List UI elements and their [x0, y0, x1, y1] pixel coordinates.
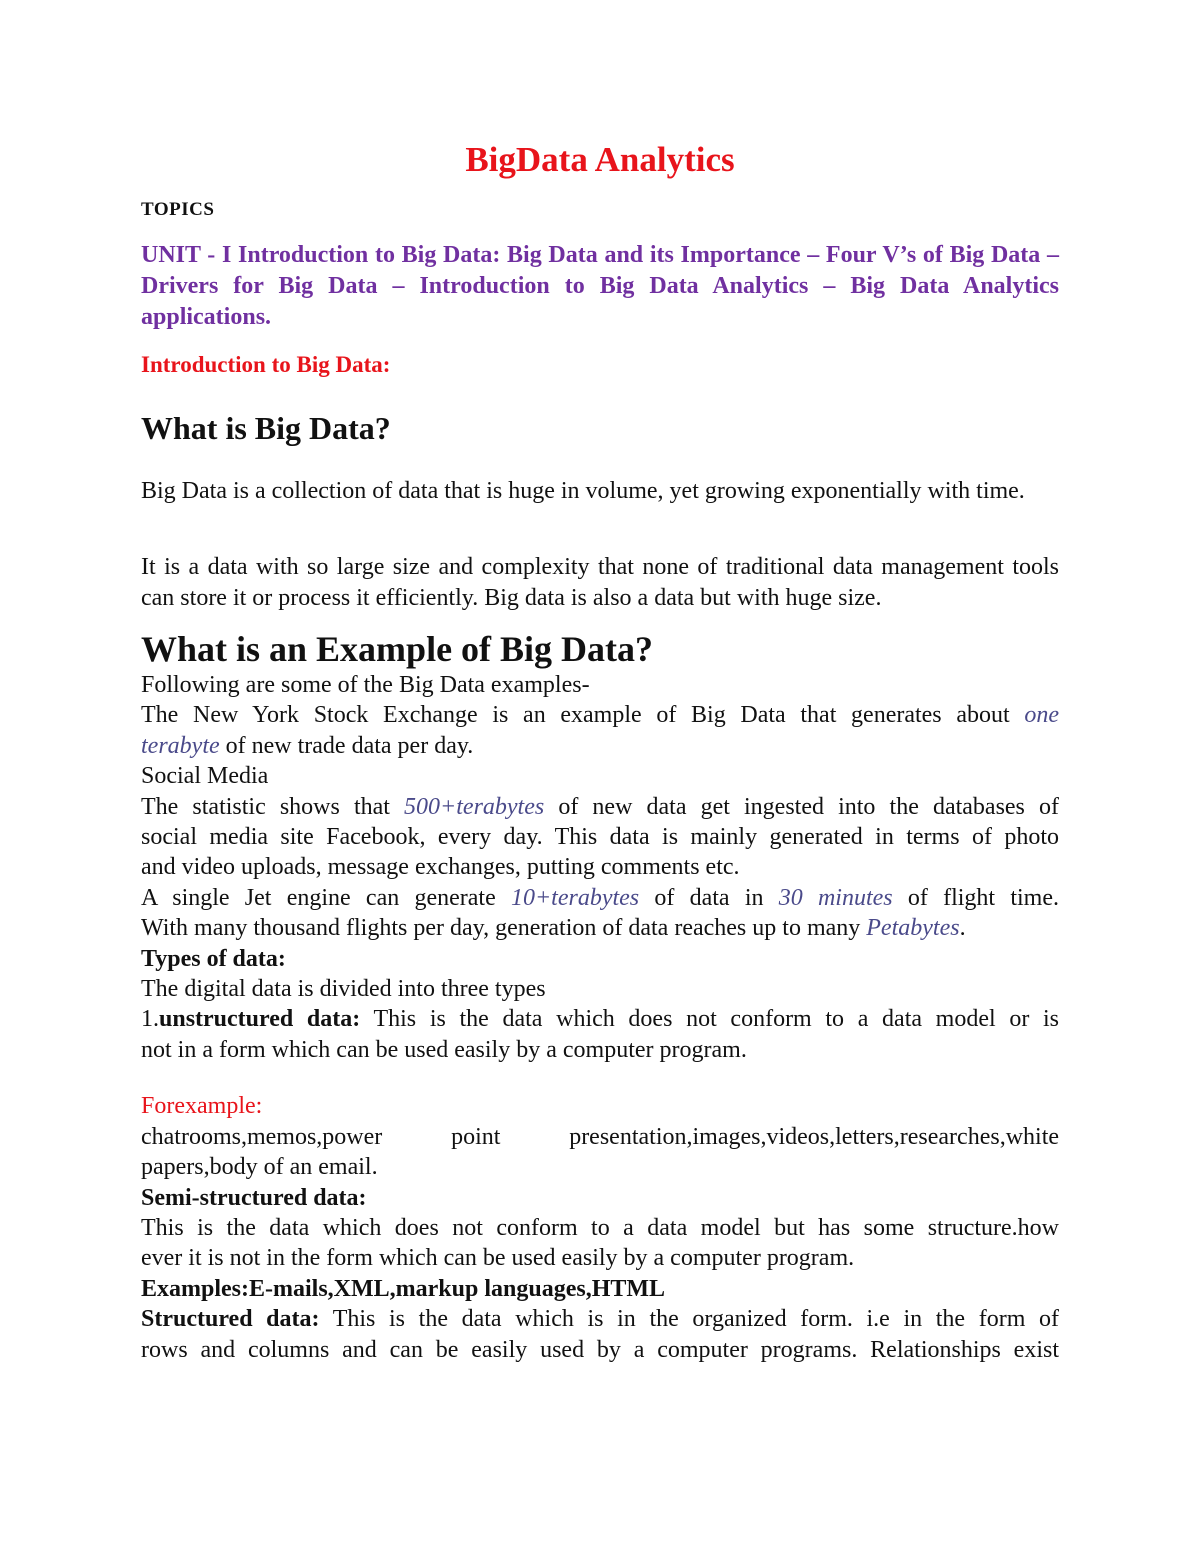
unstructured-number: 1. — [141, 1006, 159, 1033]
social-line-1 — [141, 792, 1059, 822]
semi-structured-examples: Examples:E-mails,XML,markup languages,HTML — [141, 1275, 666, 1302]
unstructured-label: unstructured data: — [159, 1006, 361, 1033]
semi-structured-line-1: This is the data which does not conform to a data model but has some structure.how — [141, 1214, 1059, 1241]
nyse-text: The New York Stock Exchange is an example of Big Data that generates about — [141, 702, 1025, 729]
jet-text-5: . — [959, 915, 966, 942]
complexity-paragraph: It is a data with so large size and complexity that none of traditional data management tools can store it or process it efficiently. Big data is also a data but with huge size. — [141, 554, 1059, 611]
jet-line-2 — [141, 913, 1059, 943]
topics-label: TOPICS — [141, 199, 215, 220]
structured-text: This is the data which is in the organized form. i.e in the form of — [319, 1306, 1059, 1333]
examples-intro: Following are some of the Big Data examples- — [141, 672, 590, 698]
semi-structured-line-2: ever it is not in the form which can be used easily by a computer program. — [141, 1245, 855, 1272]
unstructured-line-1 — [141, 1004, 1059, 1034]
jet-emphasis-2: 30 minutes — [778, 884, 893, 911]
types-heading: Types of data: — [141, 945, 286, 972]
definition-paragraph: Big Data is a collection of data that is huge in volume, yet growing exponentially with time. — [141, 478, 1025, 504]
jet-line-1 — [141, 883, 1059, 913]
forexample-label: Forexample: — [141, 1093, 263, 1120]
forexample-line-2: papers,body of an email. — [141, 1154, 378, 1181]
social-line-3: and video uploads, message exchanges, putting comments etc. — [141, 854, 740, 881]
types-intro: The digital data is divided into three types — [141, 976, 546, 1003]
what-is-big-data-heading: What is Big Data? — [141, 410, 391, 446]
nyse-text-2: of new trade data per day. — [219, 732, 474, 759]
example-heading: What is an Example of Big Data? — [141, 629, 654, 669]
social-line-2: social media site Facebook, every day. This data is mainly generated in terms of photo — [141, 824, 1059, 851]
structured-label: Structured data: — [141, 1306, 320, 1333]
jet-text-2: of data in — [639, 884, 779, 911]
social-text-2: of new data get ingested into the databases of — [544, 793, 1059, 820]
jet-emphasis-3: Petabytes — [866, 915, 960, 942]
forexample-line-1 — [141, 1122, 1059, 1152]
forexample-word-1: chatrooms,memos,power — [141, 1123, 383, 1150]
jet-emphasis-1: 10+terabytes — [510, 884, 640, 911]
examples-body — [141, 670, 1059, 1365]
forexample-word-3: presentation,images,videos,letters,researches,white — [569, 1123, 1060, 1150]
document-title: BigData Analytics — [465, 140, 735, 179]
nyse-emphasis: one — [1024, 702, 1059, 729]
jet-text: A single Jet engine can generate — [141, 884, 511, 911]
structured-line-2: rows and columns and can be easily used by a computer programs. Relationships exist — [141, 1336, 1059, 1363]
nyse-line-2 — [141, 731, 1059, 761]
structured-line-1 — [141, 1304, 1059, 1334]
jet-text-3: of flight time. — [892, 884, 1059, 911]
social-emphasis: 500+terabytes — [404, 793, 545, 820]
forexample-word-2: point — [451, 1123, 501, 1150]
semi-structured-label: Semi-structured data: — [141, 1184, 367, 1211]
jet-text-4: With many thousand flights per day, generation of data reaches up to many — [141, 915, 867, 942]
spacer — [141, 1065, 1059, 1091]
intro-heading: Introduction to Big Data: — [141, 352, 391, 377]
nyse-line-1 — [141, 700, 1059, 730]
unit-topics-text: UNIT - I Introduction to Big Data: Big Data and its Importance – Four V’s of Big Data – Drivers for Big Data – Introduction to Big Data Analytics – Big Data Analytics applications. — [141, 242, 1059, 330]
social-media-label: Social Media — [141, 763, 269, 790]
nyse-emphasis-2: terabyte — [141, 732, 220, 759]
unstructured-line-2: not in a form which can be used easily by a computer program. — [141, 1036, 747, 1063]
social-text: The statistic shows that — [141, 793, 405, 820]
unstructured-text: This is the data which does not conform to a data model or is — [360, 1006, 1060, 1033]
